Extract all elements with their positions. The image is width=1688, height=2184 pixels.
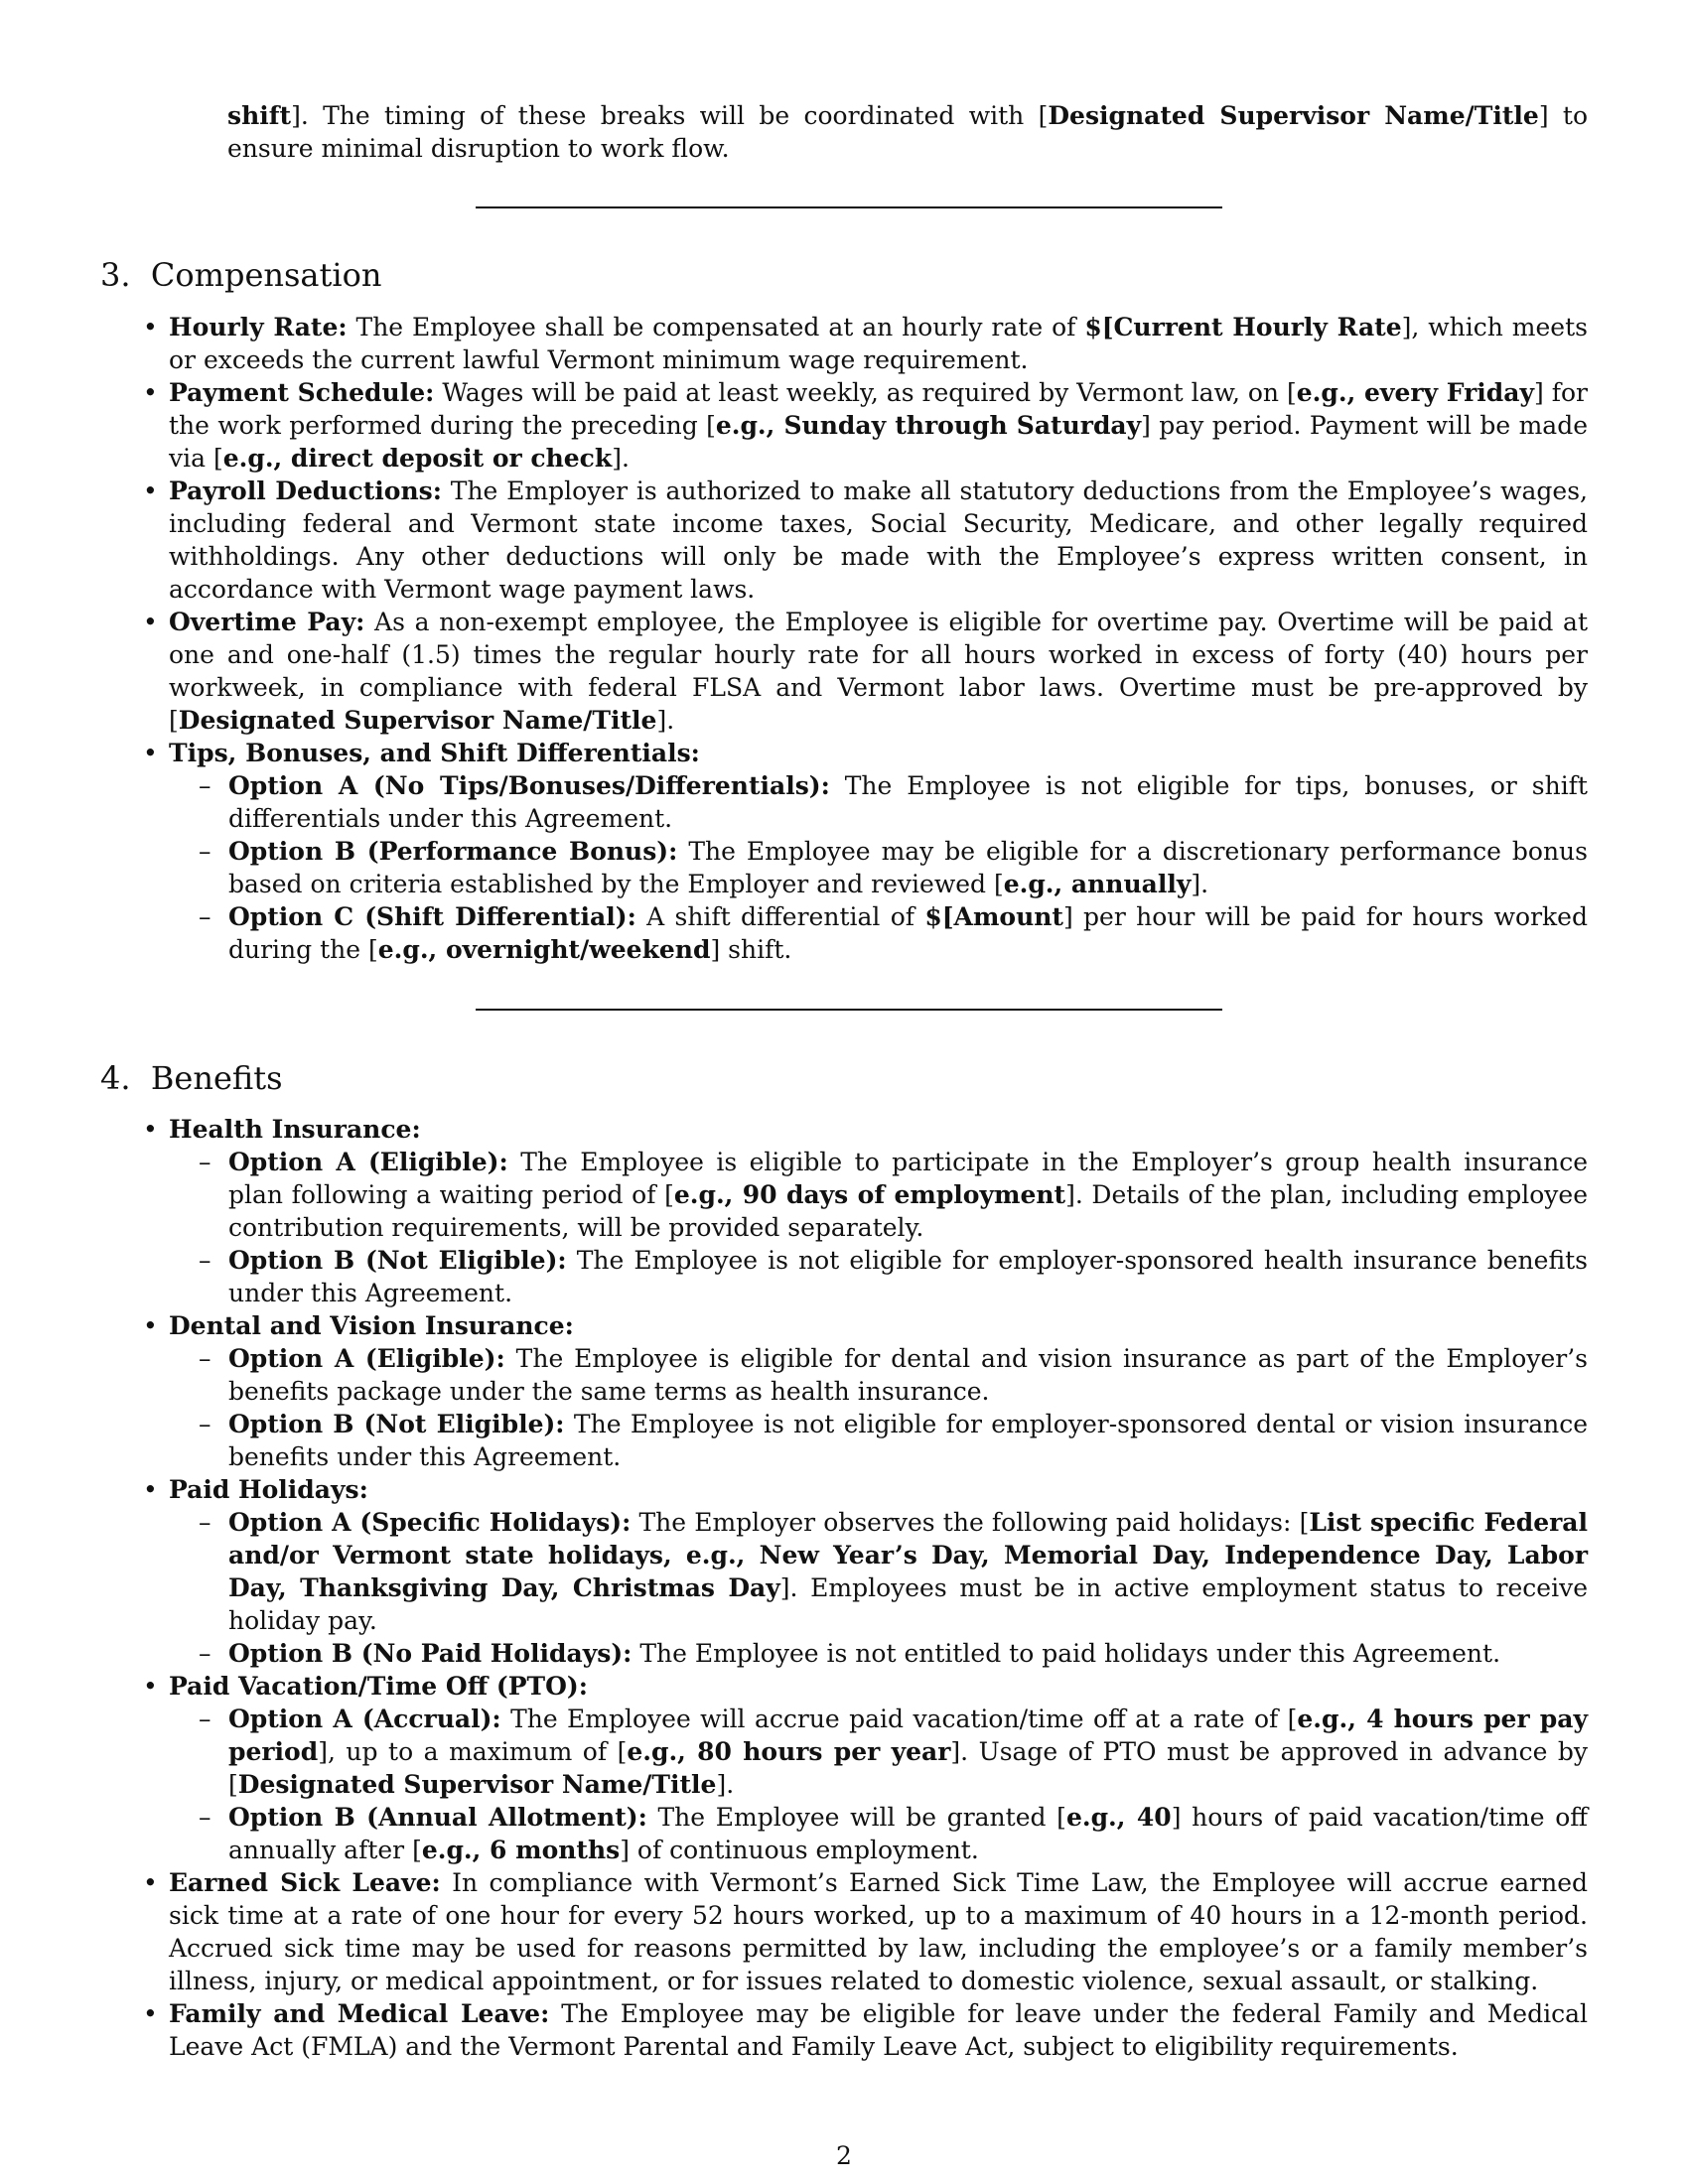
intro-bold-shift: shift xyxy=(227,101,292,130)
list-item-family-medical-leave: • Family and Medical Leave: The Employee may be eligible for leave under the federal Family and Medical Leave Act (FMLA) and the Vermont Parental and Family Leave Act, subject to eligibility requirements. xyxy=(143,1999,1588,2061)
section-divider xyxy=(476,1009,1222,1011)
bullet-icon: • xyxy=(143,477,158,505)
sub-item-option-a: – Option A (No Tips/Bonuses/Differentials): The Employee is not eligible for tips, bonuses, or shift differentials under this Agreement. xyxy=(199,771,1588,833)
sub-item-option-a: – Option A (Eligible): The Employee is eligible for dental and vision insurance as part of the Employer’s benefits package under the same terms as health insurance. xyxy=(199,1344,1588,1406)
list-item-paid-holidays: • Paid Holidays: – Option A (Specific Holidays): The Employer observes the following paid holidays: [List specific Federal and/or Vermont state holidays, e.g., New Year’s Day, Memorial Day, Independence Day, Labor Day, Thanksgiving Day, Christmas Day]. Employees must be in active employment status to receive holiday pay. – Option B (No Paid Holidays): The Employee is not entitled to paid holidays under this Agreement. xyxy=(143,1475,1588,1668)
dash-icon: – xyxy=(199,1508,211,1537)
tips-options-list xyxy=(169,769,1588,966)
bullet-icon: • xyxy=(143,608,158,636)
sub-item-option-b: – Option B (Annual Allotment): The Employee will be granted [e.g., 40] hours of paid vacation/time off annually after [e.g., 6 months] of continuous employment. xyxy=(199,1803,1589,1864)
list-item-earned-sick-leave: • Earned Sick Leave: In compliance with Vermont’s Earned Sick Time Law, the Employee will accrue earned sick time at a rate of one hour for every 52 hours worked, up to a maximum of 40 hours in a 12-month period. Accrued sick time may be used for reasons permitted by law, including the employee’s or a family member’s illness, injury, or medical appointment, or for issues related to domestic violence, sexual assault, or stalking. xyxy=(143,1868,1588,1995)
section-divider xyxy=(476,206,1222,208)
bullet-icon: • xyxy=(143,1672,158,1701)
sub-item-option-a: – Option A (Specific Holidays): The Employer observes the following paid holidays: [List specific Federal and/or Vermont state holidays, e.g., New Year’s Day, Memorial Day, Independence Day, Labor Day, Thanksgiving Day, Christmas Day]. Employees must be in active employment status to receive holiday pay. xyxy=(199,1508,1588,1635)
bullet-icon: • xyxy=(143,1311,158,1340)
sub-item-option-a: – Option A (Accrual): The Employee will accrue paid vacation/time off at a rate of [e.g., 4 hours per pay period], up to a maximum of [e.g., 80 hours per year]. Usage of PTO must be approved in advance by [Designated Supervisor Name/Title]. xyxy=(199,1705,1588,1799)
dash-icon: – xyxy=(199,1803,211,1832)
section-3-heading: 3. Compensation xyxy=(100,256,382,294)
list-item-overtime-pay: • Overtime Pay: As a non-exempt employee, the Employee is eligible for overtime pay. Overtime will be paid at one and one-half (1.5) times the regular hourly rate for all hours worked in excess of forty (40) hours per workweek, in compliance with federal FLSA and Vermont labor laws. Overtime must be pre-approved by [Designated Supervisor Name/Title]. xyxy=(143,608,1588,735)
bullet-icon: • xyxy=(143,1115,158,1144)
dash-icon: – xyxy=(199,902,211,931)
dash-icon: – xyxy=(199,1705,211,1733)
sub-item-option-a: – Option A (Eligible): The Employee is eligible to participate in the Employer’s group health insurance plan following a waiting period of [e.g., 90 days of employment]. Details of the plan, including employee contribution requirements, will be provided separately. xyxy=(199,1148,1588,1242)
list-item-hourly-rate: • Hourly Rate: The Employee shall be compensated at an hourly rate of $[Current Hourly Rate], which meets or exceeds the current lawful Vermont minimum wage requirement. xyxy=(143,313,1588,374)
list-item-payment-schedule: • Payment Schedule: Wages will be paid at least weekly, as required by Vermont law, on [e.g., every Friday] for the work performed during the preceding [e.g., Sunday through Saturday] pay period. Payment will be made via [e.g., direct deposit or check]. xyxy=(143,378,1588,473)
sub-item-option-b: – Option B (Not Eligible): The Employee is not eligible for employer-sponsored health insurance benefits under this Agreement. xyxy=(199,1246,1588,1307)
dash-icon: – xyxy=(199,837,211,866)
dash-icon: – xyxy=(199,1246,211,1275)
bullet-icon: • xyxy=(143,1999,158,2028)
page-number: 2 xyxy=(836,2141,852,2170)
compensation-list xyxy=(143,311,1588,966)
dash-icon: – xyxy=(199,1410,211,1438)
sub-item-option-b: – Option B (No Paid Holidays): The Employee is not entitled to paid holidays under this Agreement. xyxy=(199,1639,1501,1668)
list-item-payroll-deductions: • Payroll Deductions: The Employer is authorized to make all statutory deductions from the Employee’s wages, including federal and Vermont state income taxes, Social Security, Medicare, and other legally required withholdings. Any other deductions will only be made with the Employee’s express written consent, in accordance with Vermont wage payment laws. xyxy=(143,477,1588,604)
list-item-dental-vision: • Dental and Vision Insurance: – Option A (Eligible): The Employee is eligible for dental and vision insurance as part of the Employer’s benefits package under the same terms as health insurance. – Option B (Not Eligible): The Employee is not eligible for employer-sponsored dental or vision insurance benefits under this Agreement. xyxy=(143,1311,1588,1471)
benefits-list xyxy=(143,1113,1589,2063)
list-item-tips-bonuses: • Tips, Bonuses, and Shift Differentials: – Option A (No Tips/Bonuses/Differentials): The Employee is not eligible for tips, bonuses, or shift differentials under this Agreement. – Option B (Performance Bonus): The Employee may be eligible for a discretionary performance bonus based on criteria established by the Employer and reviewed [e.g., annually]. – Option C (Shift Differential): A shift differential of $[Amount] per hour will be paid for hours worked during the [e.g., overnight/weekend] shift. xyxy=(143,739,1588,964)
dash-icon: – xyxy=(199,1639,211,1668)
list-item-pto: • Paid Vacation/Time Off (PTO): – Option A (Accrual): The Employee will accrue paid vacation/time off at a rate of [e.g., 4 hours per pay period], up to a maximum of [e.g., 80 hours per year]. Usage of PTO must be approved in advance by [Designated Supervisor Name/Title]. – Option B (Annual Allotment): The Employee will be granted [e.g., 40] hours of paid vacation/time off annually after [e.g., 6 months] of continuous employment. xyxy=(143,1672,1589,1864)
intro-paragraph: shift]. The timing of these breaks will be coordinated with [Designated Supervisor Name/Title] to ensure minimal disruption to work flow. xyxy=(227,101,1588,163)
bullet-icon: • xyxy=(143,1868,158,1897)
dash-icon: – xyxy=(199,1148,211,1176)
bullet-icon: • xyxy=(143,739,158,767)
sub-item-option-c: – Option C (Shift Differential): A shift differential of $[Amount] per hour will be paid for hours worked during the [e.g., overnight/weekend] shift. xyxy=(199,902,1588,964)
list-item-health-insurance: • Health Insurance: – Option A (Eligible): The Employee is eligible to participate in the Employer’s group health insurance plan following a waiting period of [e.g., 90 days of employment]. Details of the plan, including employee contribution requirements, will be provided separately. – Option B (Not Eligible): The Employee is not eligible for employer-sponsored health insurance benefits under this Agreement. xyxy=(143,1115,1588,1307)
dash-icon: – xyxy=(199,771,211,800)
bullet-icon: • xyxy=(143,378,158,407)
bullet-icon: • xyxy=(143,1475,158,1504)
sub-item-option-b: – Option B (Performance Bonus): The Employee may be eligible for a discretionary performance bonus based on criteria established by the Employer and reviewed [e.g., annually]. xyxy=(199,837,1588,898)
sub-item-option-b: – Option B (Not Eligible): The Employee is not eligible for employer-sponsored dental or vision insurance benefits under this Agreement. xyxy=(199,1410,1588,1471)
bullet-icon: • xyxy=(143,313,158,341)
section-4-heading: 4. Benefits xyxy=(100,1059,283,1097)
dash-icon: – xyxy=(199,1344,211,1373)
